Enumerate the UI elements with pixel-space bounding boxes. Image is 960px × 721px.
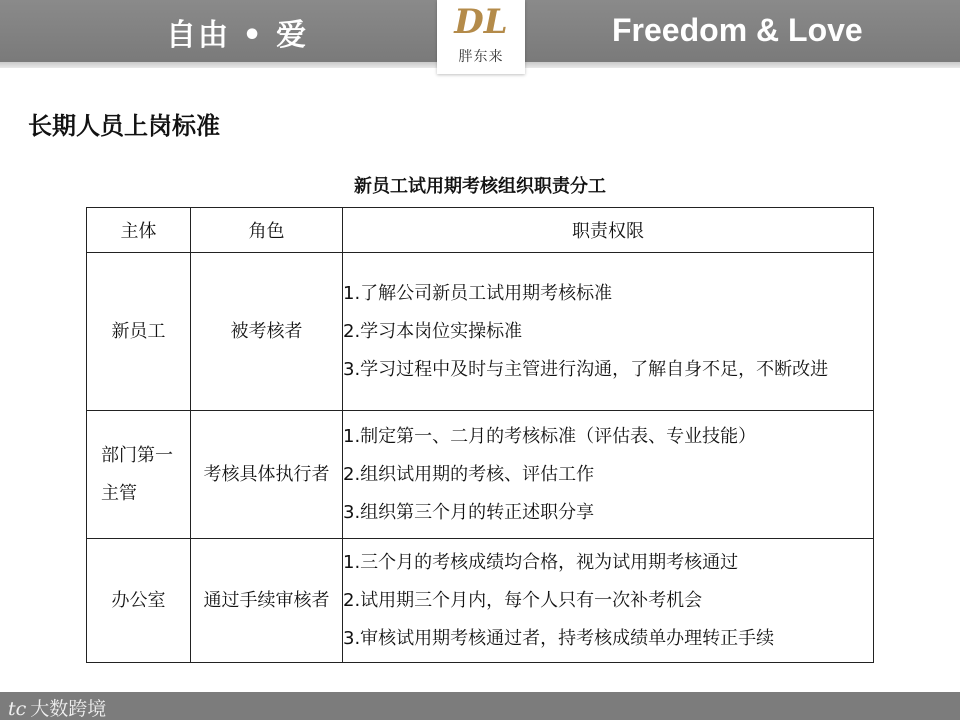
brand-logo xyxy=(437,0,525,74)
footer-bar xyxy=(0,692,960,720)
logo-mark: DL xyxy=(454,2,508,42)
row-subject: 新员工 xyxy=(87,253,191,411)
header-slogan-cn: 自由 • 爱 xyxy=(166,18,309,53)
responsibility-table xyxy=(86,207,874,663)
duty-item: 2.试用期三个月内，每个人只有一次补考机会 xyxy=(343,589,703,611)
row-role: 通过手续审核者 xyxy=(191,539,343,663)
table-header-row xyxy=(87,208,874,253)
row-role: 考核具体执行者 xyxy=(191,411,343,539)
table-row xyxy=(87,253,874,411)
watermark-text: 大数跨境 xyxy=(30,698,107,720)
footer-watermark xyxy=(8,694,106,721)
table-title: 新员工试用期考核组织职责分工 xyxy=(354,176,606,197)
duty-item: 1.制定第一、二月的考核标准（评估表、专业技能） xyxy=(343,425,757,447)
duty-item: 2.组织试用期的考核、评估工作 xyxy=(343,463,595,485)
page-title: 长期人员上岗标准 xyxy=(28,112,220,140)
header-role: 角色 xyxy=(191,208,343,253)
header-duties: 职责权限 xyxy=(343,208,874,253)
duty-item: 3.学习过程中及时与主管进行沟通，了解自身不足，不断改进 xyxy=(343,358,829,380)
duty-item: 3.审核试用期考核通过者，持考核成绩单办理转正手续 xyxy=(343,627,775,649)
row-duties xyxy=(343,253,874,411)
row-role: 被考核者 xyxy=(191,253,343,411)
row-duties xyxy=(343,411,874,539)
duty-item: 1.三个月的考核成绩均合格，视为试用期考核通过 xyxy=(343,551,739,573)
duty-item: 2.学习本岗位实操标准 xyxy=(343,320,523,342)
table-row xyxy=(87,411,874,539)
row-subject: 部门第一主管 xyxy=(87,411,191,539)
table-row xyxy=(87,539,874,663)
row-subject: 办公室 xyxy=(87,539,191,663)
header-subject: 主体 xyxy=(87,208,191,253)
row-duties xyxy=(343,539,874,663)
duty-item: 1.了解公司新员工试用期考核标准 xyxy=(343,282,613,304)
duty-item: 3.组织第三个月的转正述职分享 xyxy=(343,501,595,523)
header-slogan-en: Freedom & Love xyxy=(612,12,863,48)
logo-name: 胖东来 xyxy=(458,49,504,65)
watermark-mark: tc xyxy=(8,698,27,720)
